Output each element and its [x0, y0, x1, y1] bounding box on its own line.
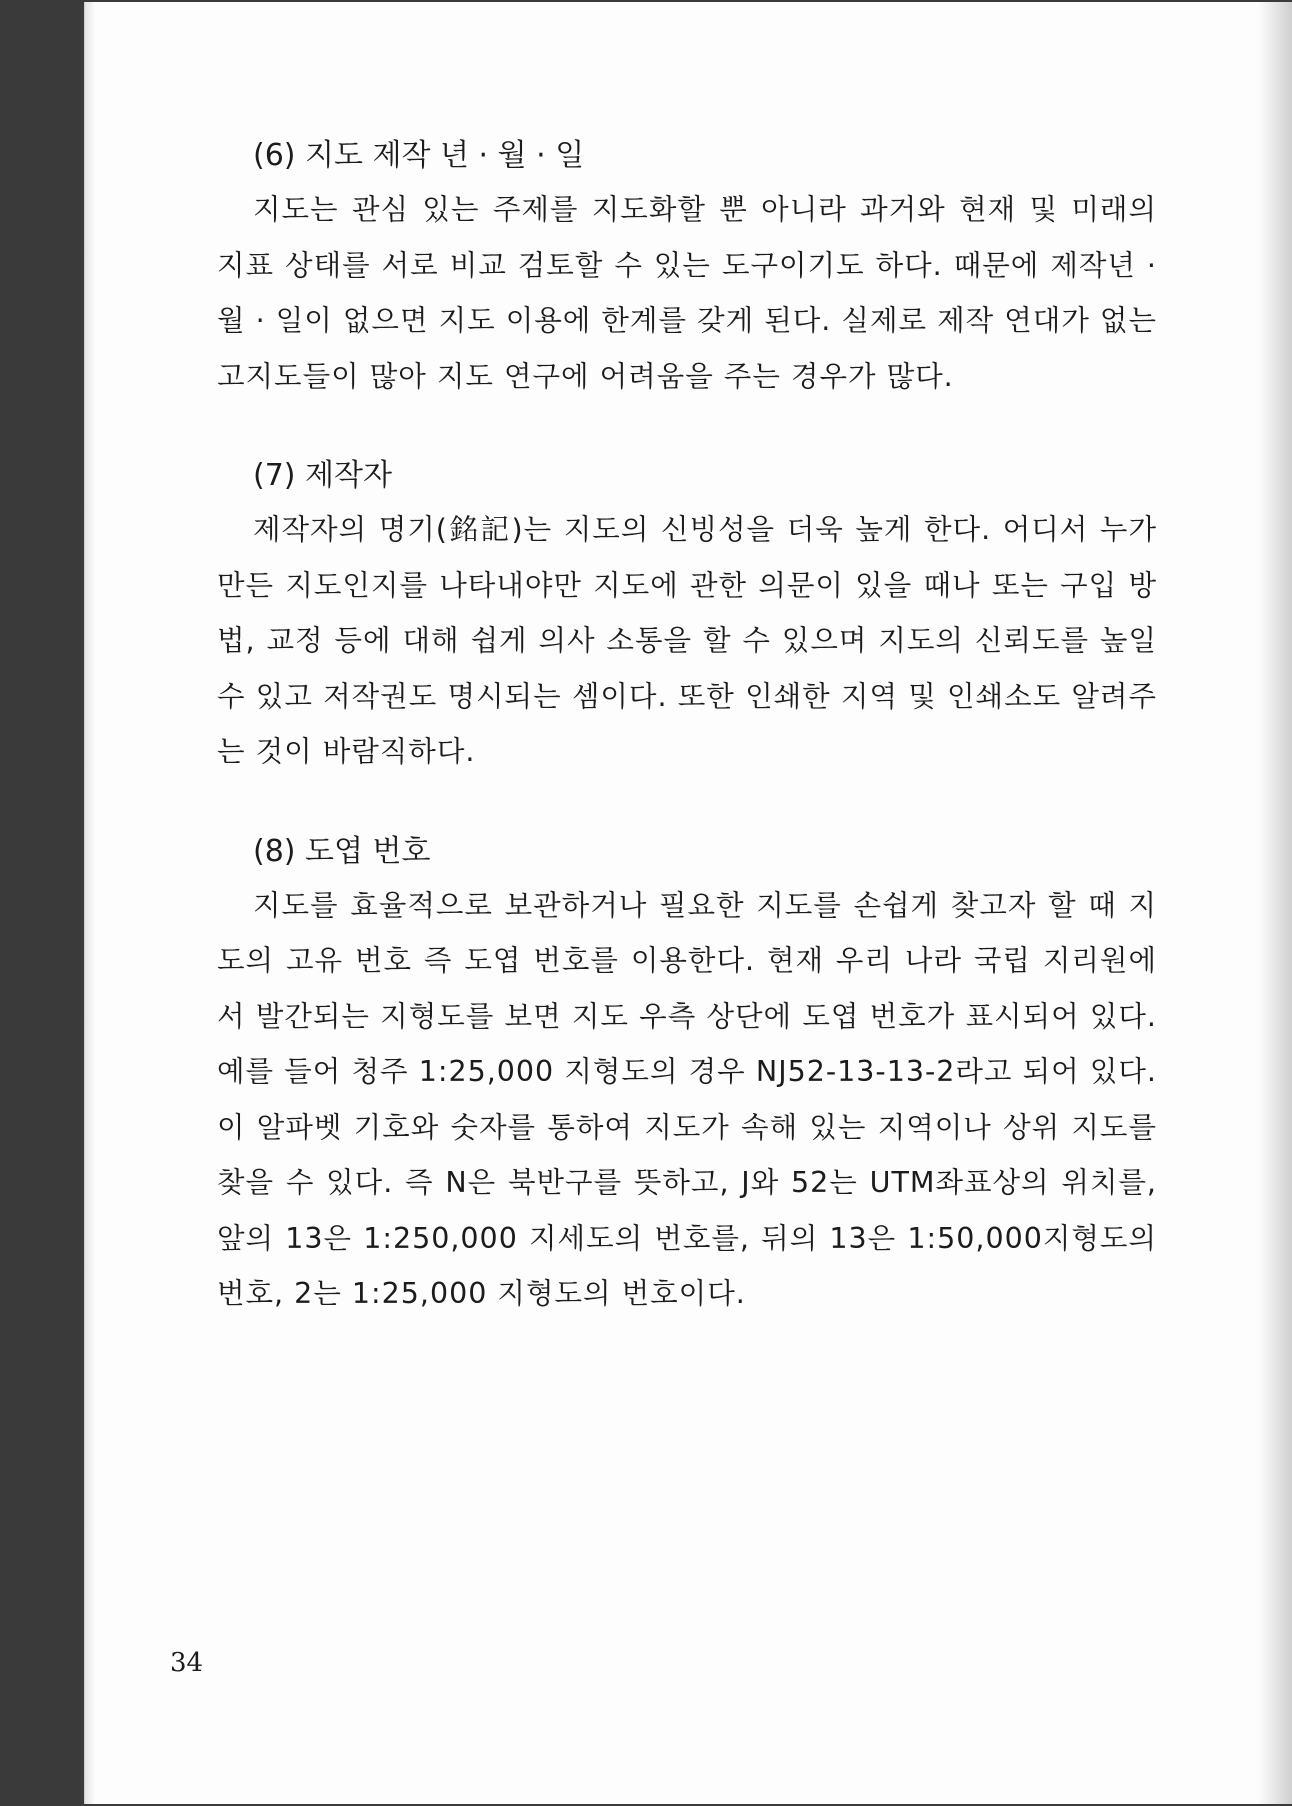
page-edge	[1258, 2, 1292, 1804]
section-map-maker	[217, 450, 1157, 780]
section-heading: (7) 제작자	[253, 458, 392, 493]
section-map-date	[217, 130, 1157, 404]
section-heading: (6) 지도 제작 년 · 월 · 일	[253, 138, 585, 173]
page-number: 34	[170, 1648, 204, 1678]
section-heading: (8) 도엽 번호	[253, 833, 431, 869]
page-content	[217, 130, 1157, 1368]
section-sheet-number	[217, 826, 1157, 1322]
section-paragraph: 지도는 관심 있는 주제를 지도화할 뿐 아니라 과거와 현재 및 미래의 지표 상태를 서로 비교 검토할 수 있는 도구이기도 하다. 때문에 제작년 · 월 · 일이 없으면 지도 이용에 한계를 갖게 된다. 실제로 제작 연대가 없는 고지도들이 많아 지도 연구에 어려움을 주는 경우가 많다.	[217, 193, 1157, 393]
section-paragraph: 제작자의 명기(銘記)는 지도의 신빙성을 더욱 높게 한다. 어디서 누가 만든 지도인지를 나타내야만 지도에 관한 의문이 있을 때나 또는 구입 방법, 교정 등에 대해 쉽게 의사 소통을 할 수 있으며 지도의 신뢰도를 높일 수 있고 저작권도 명시되는 셈이다. 또한 인쇄한 지역 및 인쇄소도 알려주는 것이 바람직하다.	[217, 513, 1157, 768]
book-page	[84, 2, 1292, 1804]
page-gutter-shadow	[85, 2, 95, 1804]
section-paragraph: 지도를 효율적으로 보관하거나 필요한 지도를 손쉽게 찾고자 할 때 지도의 고유 번호 즉 도엽 번호를 이용한다. 현재 우리 나라 국립 지리원에서 발간되는 지형도를 보면 지도 우측 상단에 도엽 번호가 표시되어 있다. 예를 들어 청주 1:25,000 지형도의 경우 NJ52-13-13-2라고 되어 있다. 이 알파벳 기호와 숫자를 통하여 지도가 속해 있는 지역이나 상위 지도를 찾을 수 있다. 즉 N은 북반구를 뜻하고, J와 52는 UTM좌표상의 위치를, 앞의 13은 1:250,000 지세도의 번호를, 뒤의 13은 1:50,000지형도의 번호, 2는 1:25,000 지형도의 번호이다.	[217, 888, 1157, 1310]
